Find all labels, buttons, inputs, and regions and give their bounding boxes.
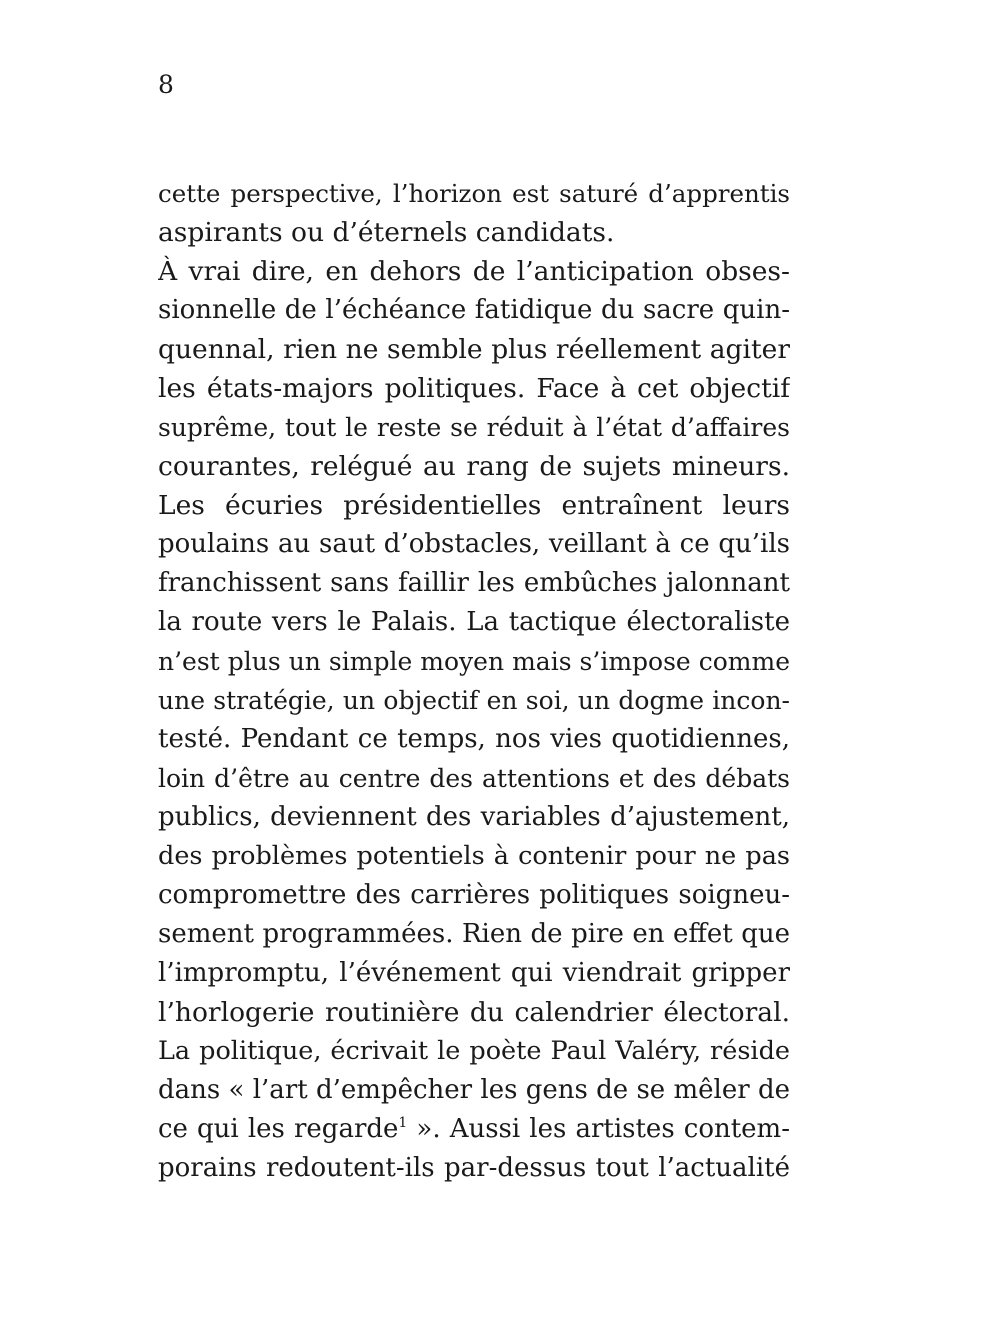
text-line: À vrai dire, en dehors de l’anticipation obses- — [158, 256, 790, 287]
text-line: Les écuries présidentielles entraînent leurs — [158, 490, 790, 521]
text-line-with-footnote — [158, 1110, 790, 1149]
text-line: compromettre des carrières politiques soigneu- — [158, 880, 790, 910]
text-line: publics, deviennent des variables d’ajustement, — [158, 802, 790, 832]
text-line: sionnelle de l’échéance fatidique du sacre quin- — [158, 295, 790, 325]
text-line: cette perspective, l’horizon est saturé d’apprentis — [158, 179, 790, 208]
text-line: l’impromptu, l’événement qui viendrait gripper — [158, 958, 790, 988]
text-line: porains redoutent-ils par-dessus tout l’actualité — [158, 1153, 790, 1183]
footnote-marker[interactable]: 1 — [398, 1115, 408, 1131]
footnote-line-after: ». Aussi les artistes contem- — [407, 1114, 790, 1144]
text-line: les états-majors politiques. Face à cet objectif — [158, 373, 790, 404]
text-line: n’est plus un simple moyen mais s’impose comme — [158, 647, 790, 676]
text-line: courantes, relégué au rang de sujets mineurs. — [158, 451, 790, 482]
text-line: la route vers le Palais. La tactique électoraliste — [158, 607, 790, 637]
text-line: suprême, tout le reste se réduit à l’état d’affaires — [158, 413, 790, 442]
text-line: testé. Pendant ce temps, nos vies quotidiennes, — [158, 724, 790, 754]
text-line: aspirants ou d’éternels candidats. — [158, 217, 615, 248]
text-line: loin d’être au centre des attentions et des débats — [158, 764, 790, 793]
text-line: des problèmes potentiels à contenir pour ne pas — [158, 841, 790, 871]
text-line: une stratégie, un objectif en soi, un dogme incon- — [158, 686, 790, 715]
text-line: dans « l’art d’empêcher les gens de se mêler de — [158, 1075, 790, 1105]
text-line: La politique, écrivait le poète Paul Valéry, réside — [158, 1036, 790, 1066]
body-text — [158, 174, 790, 1188]
footnote-line-before: ce qui les regarde — [158, 1114, 399, 1144]
text-line: l’horlogerie routinière du calendrier électoral. — [158, 997, 790, 1028]
text-line: quennal, rien ne semble plus réellement agiter — [158, 334, 790, 365]
text-line: franchissent sans faillir les embûches jalonnant — [158, 568, 790, 598]
page-number: 8 — [158, 70, 174, 99]
text-line: poulains au saut d’obstacles, veillant à ce qu’ils — [158, 529, 790, 559]
text-line: sement programmées. Rien de pire en effet que — [158, 919, 790, 949]
